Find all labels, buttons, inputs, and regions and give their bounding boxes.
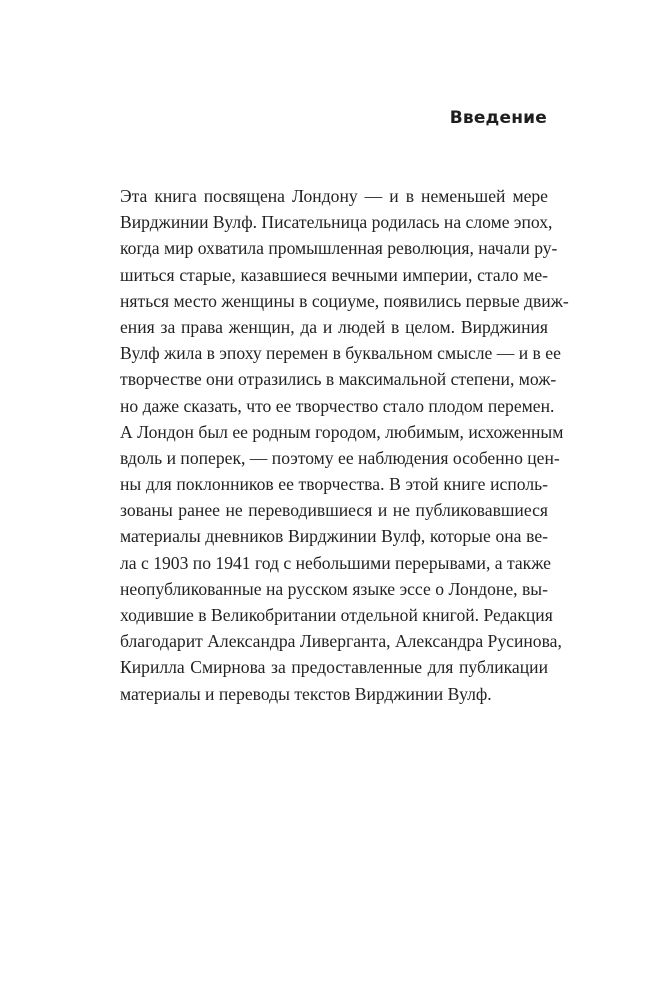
- paragraph-line: когда мир охватила промышленная революция, начали ру-: [120, 238, 558, 259]
- paragraph-line: материалы и переводы текстов Вирджинии Вулф.: [120, 683, 492, 704]
- paragraph-line: Кирилла Смирнова за предоставленные для публикации: [120, 657, 548, 678]
- paragraph-line: А Лондон был ее родным городом, любимым, исхоженным: [120, 421, 564, 442]
- paragraph-line: ходившие в Великобритании отдельной книгой. Редакция: [120, 605, 553, 625]
- paragraph-line: зованы ранее не переводившиеся и не публиковавшиеся: [120, 500, 548, 521]
- paragraph-line: няться место женщины в социуме, появились первые движ-: [120, 290, 569, 311]
- paragraph-line: благодарит Александра Ливерганта, Александра Русинова,: [120, 631, 562, 652]
- paragraph-line: но даже сказать, что ее творчество стало плодом перемен.: [120, 395, 555, 416]
- paragraph-line: неопубликованные на русском языке эссе о Лондоне, вы-: [120, 578, 548, 599]
- paragraph-line: ения за права женщин, да и людей в целом. Вирджиния: [120, 316, 548, 337]
- paragraph-line: творчестве они отразились в максимальной степени, мож-: [120, 369, 557, 390]
- paragraph-line: ны для поклонников ее творчества. В этой книге исполь-: [120, 474, 548, 495]
- paragraph-line: шиться старые, казавшиеся вечными империи, стало ме-: [120, 264, 548, 285]
- paragraph-line: вдоль и поперек, — поэтому ее наблюдения особенно цен-: [120, 447, 560, 468]
- chapter-heading: Введение: [449, 108, 547, 128]
- paragraph-line: Эта книга посвящена Лондону — и в неменьшей мере: [120, 186, 548, 206]
- paragraph-line: Вулф жила в эпоху перемен в буквальном смысле — и в ее: [120, 343, 561, 364]
- introduction-paragraph: [120, 183, 569, 707]
- paragraph-line: Вирджинии Вулф. Писательница родилась на сломе эпох,: [120, 212, 553, 233]
- paragraph-line: ла с 1903 по 1941 год с небольшими перерывами, а также: [120, 552, 551, 573]
- paragraph-line: материалы дневников Вирджинии Вулф, которые она ве-: [120, 526, 548, 547]
